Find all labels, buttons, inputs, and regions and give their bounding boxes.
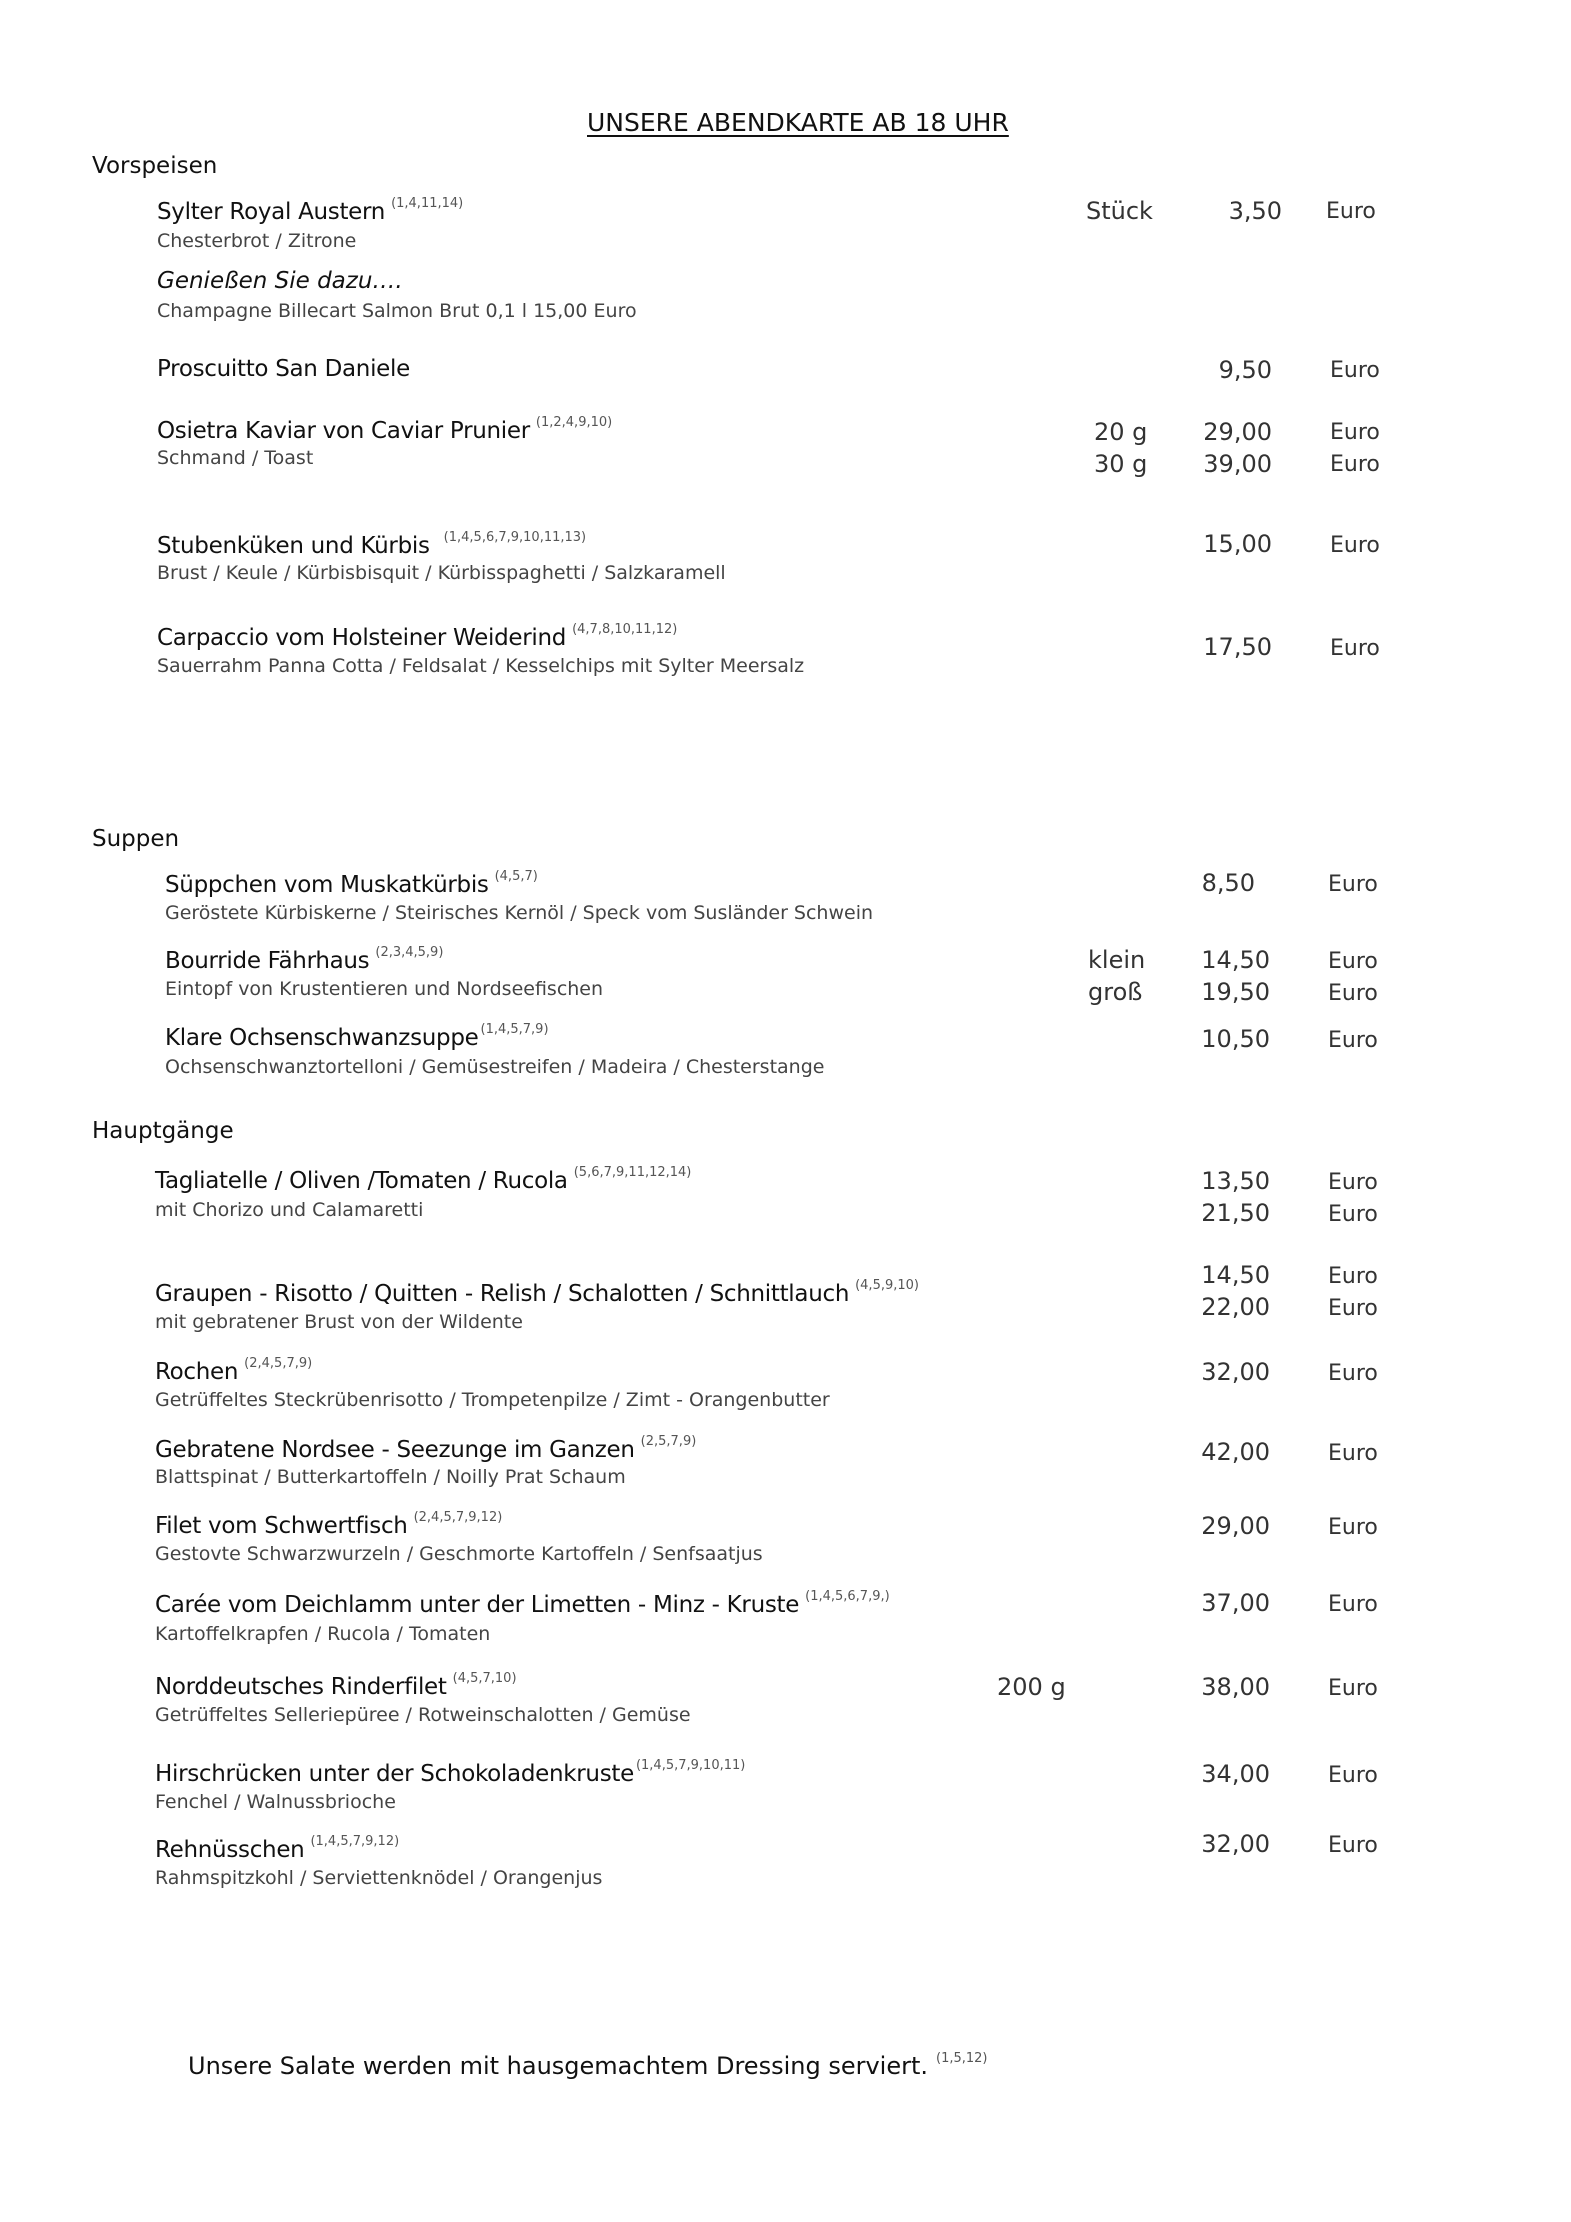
drink-pairing-description: Champagne Billecart Salmon Brut 0,1 l 15,00 Euro (157, 300, 637, 322)
currency-label: Euro (1328, 1361, 1378, 1386)
menu-item-name: Stubenküken und Kürbis $^{(1,4,5,6,7,9,10,11,13)}$ (157, 530, 587, 559)
allergen-codes: (1,4,5,6,7,9,) (805, 1589, 890, 1604)
currency-label: Euro (1328, 1676, 1378, 1701)
menu-item-description: Fenchel / Walnussbrioche (155, 1791, 396, 1813)
salad-dressing-note: Unsere Salate werden mit hausgemachtem Dressing serviert. $^{(1,5,12)}$ (188, 2051, 988, 2080)
allergen-codes: (1,4,5,7,9) (480, 1022, 549, 1037)
menu-item-name: Rochen $^{(2,4,5,7,9)}$ (155, 1356, 313, 1385)
menu-item-price: 29,00 (1203, 418, 1272, 446)
currency-label: Euro (1330, 452, 1380, 477)
currency-label: Euro (1328, 1028, 1378, 1053)
menu-item-price: 13,50 (1201, 1167, 1270, 1195)
menu-item-quantity: 200 g (997, 1673, 1066, 1701)
menu-item-price: 38,00 (1201, 1673, 1270, 1701)
currency-label: Euro (1328, 1202, 1378, 1227)
menu-item-price: 34,00 (1201, 1760, 1270, 1788)
menu-item-price: 29,00 (1201, 1512, 1270, 1540)
allergen-codes: (1,4,11,14) (391, 196, 464, 211)
currency-label: Euro (1330, 533, 1380, 558)
section-heading-hauptgaenge: Hauptgänge (92, 1118, 234, 1144)
menu-item-name: Sylter Royal Austern $^{(1,4,11,14)}$ (157, 196, 464, 225)
allergen-codes: (4,7,8,10,11,12) (572, 622, 678, 637)
allergen-codes: (2,4,5,7,9) (244, 1356, 313, 1371)
currency-label: Euro (1328, 872, 1378, 897)
menu-item-description: Blattspinat / Butterkartoffeln / Noilly Prat Schaum (155, 1466, 626, 1488)
currency-label: Euro (1326, 199, 1376, 224)
allergen-codes: (2,3,4,5,9) (375, 945, 444, 960)
menu-item-price: 3,50 (1228, 197, 1282, 225)
allergen-codes: (1,4,5,7,9,10,11) (635, 1758, 746, 1773)
menu-item-description: Sauerrahm Panna Cotta / Feldsalat / Kesselchips mit Sylter Meersalz (157, 655, 805, 677)
allergen-codes: (2,5,7,9) (640, 1434, 697, 1449)
menu-item-price: 39,00 (1203, 450, 1272, 478)
currency-label: Euro (1328, 1833, 1378, 1858)
allergen-codes: (4,5,7,10) (452, 1671, 517, 1686)
menu-item-price: 37,00 (1201, 1589, 1270, 1617)
currency-label: Euro (1328, 1515, 1378, 1540)
menu-item-name: Gebratene Nordsee - Seezunge im Ganzen $^{(2,5,7,9)}$ (155, 1434, 697, 1463)
currency-label: Euro (1328, 949, 1378, 974)
menu-item-price: 32,00 (1201, 1830, 1270, 1858)
menu-item-description: Getrüffeltes Steckrübenrisotto / Trompetenpilze / Zimt - Orangenbutter (155, 1389, 830, 1411)
allergen-codes: (1,5,12) (936, 2051, 988, 2066)
allergen-codes: (4,5,7) (494, 869, 538, 884)
menu-item-price: 14,50 (1201, 1261, 1270, 1289)
menu-item-name: Bourride Fährhaus $^{(2,3,4,5,9)}$ (165, 945, 444, 974)
currency-label: Euro (1328, 981, 1378, 1006)
menu-item-name: Filet vom Schwertfisch $^{(2,4,5,7,9,12)}$ (155, 1510, 503, 1539)
menu-item-price: 19,50 (1201, 978, 1270, 1006)
menu-item-price: 14,50 (1201, 946, 1270, 974)
allergen-codes: (4,5,9,10) (855, 1278, 919, 1293)
menu-item-name: Carée vom Deichlamm unter der Limetten - Minz - Kruste $^{(1,4,5,6,7,9,)}$ (155, 1589, 890, 1618)
menu-item-name: Osietra Kaviar von Caviar Prunier $^{(1,2,4,9,10)}$ (157, 415, 613, 444)
section-heading-vorspeisen: Vorspeisen (92, 153, 218, 179)
currency-label: Euro (1330, 420, 1380, 445)
menu-item-price: 10,50 (1201, 1025, 1270, 1053)
menu-item-name: Rehnüsschen $^{(1,4,5,7,9,12)}$ (155, 1834, 400, 1863)
menu-item-price: 21,50 (1201, 1199, 1270, 1227)
menu-item-name: Proscuitto San Daniele (157, 356, 410, 382)
menu-item-quantity: 20 g (1094, 418, 1148, 446)
section-heading-suppen: Suppen (92, 826, 180, 852)
menu-item-description: mit gebratener Brust von der Wildente (155, 1311, 523, 1333)
currency-label: Euro (1330, 636, 1380, 661)
menu-item-description: Schmand / Toast (157, 447, 314, 469)
menu-item-price: 32,00 (1201, 1358, 1270, 1386)
allergen-codes: (1,2,4,9,10) (535, 415, 613, 430)
currency-label: Euro (1328, 1264, 1378, 1289)
currency-label: Euro (1328, 1170, 1378, 1195)
menu-item-name: Klare Ochsenschwanzsuppe $^{(1,4,5,7,9)}$ (165, 1022, 549, 1051)
menu-item-price: 15,00 (1203, 530, 1272, 558)
menu-item-description: Gestovte Schwarzwurzeln / Geschmorte Kartoffeln / Senfsaatjus (155, 1543, 763, 1565)
menu-item-price: 9,50 (1218, 356, 1272, 384)
page-title: UNSERE ABENDKARTE AB 18 UHR (587, 108, 1009, 137)
currency-label: Euro (1328, 1592, 1378, 1617)
menu-item-description: Rahmspitzkohl / Serviettenknödel / Orangenjus (155, 1867, 603, 1889)
menu-item-name: Graupen - Risotto / Quitten - Relish / Schalotten / Schnittlauch $^{(4,5,9,10)}$ (155, 1278, 919, 1307)
menu-item-description: Chesterbrot / Zitrone (157, 230, 357, 252)
menu-item-quantity: klein (1088, 946, 1146, 974)
menu-item-name: Norddeutsches Rinderfilet $^{(4,5,7,10)}$ (155, 1671, 517, 1700)
currency-label: Euro (1330, 358, 1380, 383)
menu-item-description: Brust / Keule / Kürbisbisquit / Kürbisspaghetti / Salzkaramell (157, 562, 726, 584)
currency-label: Euro (1328, 1296, 1378, 1321)
menu-item-name: Süppchen vom Muskatkürbis $^{(4,5,7)}$ (165, 869, 538, 898)
menu-item-quantity: Stück (1086, 197, 1153, 225)
currency-label: Euro (1328, 1763, 1378, 1788)
menu-item-name: Hirschrücken unter der Schokoladenkruste $^{(1,4,5,7,9,10,11)}$ (155, 1758, 746, 1787)
menu-item-quantity: 30 g (1094, 450, 1148, 478)
menu-item-price: 42,00 (1201, 1438, 1270, 1466)
menu-item-description: Kartoffelkrapfen / Rucola / Tomaten (155, 1623, 491, 1645)
allergen-codes: (1,4,5,7,9,12) (310, 1834, 400, 1849)
allergen-codes: (2,4,5,7,9,12) (413, 1510, 503, 1525)
menu-item-description: mit Chorizo und Calamaretti (155, 1199, 424, 1221)
menu-item-description: Eintopf von Krustentieren und Nordseefischen (165, 978, 604, 1000)
menu-item-description: Geröstete Kürbiskerne / Steirisches Kernöl / Speck vom Susländer Schwein (165, 902, 874, 924)
menu-item-description: Getrüffeltes Selleriepüree / Rotweinschalotten / Gemüse (155, 1704, 691, 1726)
drink-pairing-heading: Genießen Sie dazu…. (157, 268, 403, 294)
menu-item-quantity: groß (1088, 978, 1143, 1006)
menu-item-price: 8,50 (1201, 869, 1255, 897)
menu-item-price: 22,00 (1201, 1293, 1270, 1321)
menu-item-price: 17,50 (1203, 633, 1272, 661)
currency-label: Euro (1328, 1441, 1378, 1466)
menu-item-name: Carpaccio vom Holsteiner Weiderind $^{(4,7,8,10,11,12)}$ (157, 622, 678, 651)
allergen-codes: (5,6,7,9,11,12,14) (573, 1165, 692, 1180)
menu-item-description: Ochsenschwanztortelloni / Gemüsestreifen / Madeira / Chesterstange (165, 1056, 825, 1078)
allergen-codes: (1,4,5,6,7,9,10,11,13) (443, 530, 587, 545)
menu-item-name: Tagliatelle / Oliven /Tomaten / Rucola $^{(5,6,7,9,11,12,14)}$ (155, 1165, 692, 1194)
